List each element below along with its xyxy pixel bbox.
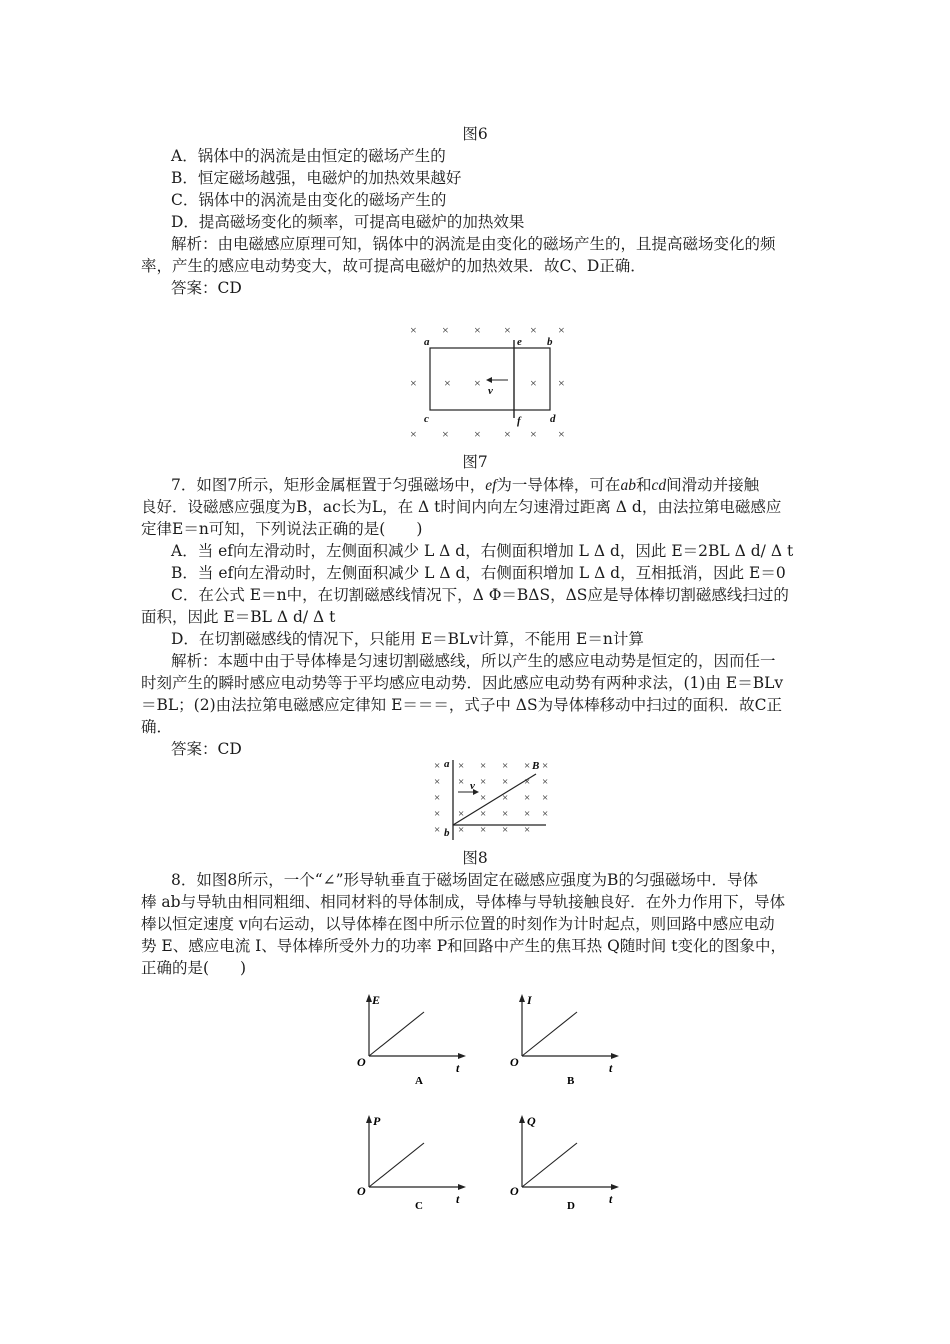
svg-text:×: × [458,808,465,820]
fig7-label-d: d [550,413,556,425]
svg-text:×: × [434,808,441,820]
svg-text:×: × [480,776,487,788]
q7-analysis-line1: 解析：本题中由于导体棒是匀速切割磁感线，所以产生的感应电动势是恒定的，因而任一 [171,652,776,670]
fig7-label-a: a [424,336,430,348]
graph-c [352,1105,482,1215]
svg-text:×: × [502,776,509,788]
q8-stem-line1: 8．如图8所示，一个“∠”形导轨垂直于磁场固定在磁感应强度为B的匀强磁场中．导体 [171,871,758,889]
fig7-label-f: f [517,415,521,427]
fig6-analysis-line2: 率，产生的感应电动势变大，故可提高电磁炉的加热效果．故C、D正确． [141,257,646,275]
graph-c-line [369,1143,424,1187]
fig7-label-c: c [424,413,429,425]
svg-text:×: × [524,776,531,788]
graph-d [505,1105,635,1215]
field-cross: × [474,376,481,390]
field-cross: × [558,376,565,390]
field-cross: × [410,323,417,337]
svg-text:×: × [458,760,465,772]
graph-b-line [522,1012,577,1056]
graph-d-ylabel: Q [527,1114,536,1128]
figure-7 [400,318,580,448]
field-cross: × [410,427,417,441]
svg-text:×: × [434,760,441,772]
field-cross: × [444,376,451,390]
svg-text:×: × [502,760,509,772]
q8-stem-line5: 正确的是( ) [141,959,247,977]
fig6-option-d: D．提高磁场变化的频率，可提高电磁炉的加热效果 [171,213,525,231]
field-cross: × [442,323,449,337]
fig7-label-e: e [517,336,522,348]
graph-c-xlabel: t [456,1192,460,1206]
svg-text:×: × [524,760,531,772]
fig6-answer: 答案：CD [171,279,242,297]
fig7-label-v: v [488,385,493,397]
q7-stem-line1: 7．如图7所示，矩形金属框置于匀强磁场中，ef为一导体棒，可在ab和cd间滑动并接触 [171,476,760,494]
fig6-caption: 图6 [462,125,488,143]
svg-text:×: × [542,792,549,804]
svg-text:×: × [458,776,465,788]
svg-text:×: × [542,776,549,788]
svg-text:×: × [434,776,441,788]
q7-option-b: B．当 ef向左滑动时，左侧面积减少 L Δ d，右侧面积增加 L Δ d，互相抵消，因此 E＝0 [171,564,786,582]
figure-8 [428,758,558,840]
q7-option-c-line2: 面积，因此 E＝BL Δ d/ Δ t [141,608,336,626]
svg-text:×: × [502,808,509,820]
svg-text:×: × [542,760,549,772]
field-cross: × [410,376,417,390]
svg-text:×: × [524,824,531,836]
svg-text:×: × [480,760,487,772]
graph-a-line [369,1012,424,1056]
graph-b-origin: O [510,1055,519,1069]
q8-stem-line2: 棒 ab与导轨由相同粗细、相同材料的导体制成，导体棒与导轨接触良好．在外力作用下，导体 [141,893,786,911]
fig8-label-v: v [470,780,475,792]
field-cross: × [558,323,565,337]
field-cross: × [530,323,537,337]
svg-text:×: × [524,792,531,804]
q7-analysis-line4: 确． [141,718,173,736]
svg-text:×: × [524,808,531,820]
q7-option-c-line1: C．在公式 E＝n中，在切割磁感线情况下，Δ Φ＝BΔS，ΔS应是导体棒切割磁感线扫过的 [171,586,789,604]
svg-text:×: × [480,792,487,804]
fig6-option-c: C．锅体中的涡流是由变化的磁场产生的 [171,191,447,209]
q8-stem-line3: 棒以恒定速度 v向右运动，以导体棒在图中所示位置的时刻作为计时起点，则回路中感应电动 [141,915,775,933]
graph-b-xlabel: t [609,1061,613,1075]
svg-text:×: × [502,824,509,836]
svg-text:×: × [458,824,465,836]
graph-b [505,990,635,1086]
fig8-caption: 图8 [462,849,488,867]
field-cross: × [442,427,449,441]
q7-answer: 答案：CD [171,740,242,758]
fig6-option-a: A．锅体中的涡流是由恒定的磁场产生的 [171,147,446,165]
graph-c-origin: O [357,1184,366,1198]
graph-c-option: C [415,1200,423,1212]
graph-b-option: B [567,1075,575,1086]
graph-a-option: A [415,1075,423,1086]
svg-text:×: × [502,792,509,804]
q7-option-d: D．在切割磁感线的情况下，只能用 E＝BLv计算，不能用 E＝n计算 [171,630,644,648]
graph-d-option: D [567,1200,575,1212]
q7-stem-line2: 良好．设磁感应强度为B，ac长为L，在 Δ t时间内向左匀速滑过距离 Δ d，由法拉第电磁感应 [141,498,782,516]
q7-analysis-line2: 时刻产生的瞬时感应电动势等于平均感应电动势．因此感应电动势有两种求法，(1)由 E＝BLv [141,674,784,692]
q7-analysis-line3: ＝BL；(2)由法拉第电磁感应定律知 E＝＝＝，式子中 ΔS为导体棒移动中扫过的面积．故C正 [141,696,782,714]
fig8-label-a: a [444,758,450,770]
svg-text:×: × [434,824,441,836]
svg-text:×: × [480,808,487,820]
field-cross: × [530,376,537,390]
graph-b-ylabel: I [527,993,532,1007]
graph-a-origin: O [357,1055,366,1069]
graph-d-origin: O [510,1184,519,1198]
fig7-crosses [410,323,565,441]
graph-d-xlabel: t [609,1192,613,1206]
fig6-option-b: B．恒定磁场越强，电磁炉的加热效果越好 [171,169,462,187]
fig7-label-b: b [547,336,553,348]
field-cross: × [474,323,481,337]
field-cross: × [504,323,511,337]
graph-d-line [522,1143,577,1187]
svg-text:×: × [480,824,487,836]
q7-stem-line3: 定律E＝n可知，下列说法正确的是( ) [141,520,423,538]
fig8-label-b: b [444,827,450,839]
graph-a-ylabel: E [372,993,381,1007]
fig6-analysis-line1: 解析：由电磁感应原理可知，锅体中的涡流是由变化的磁场产生的，且提高磁场变化的频 [171,235,776,253]
svg-text:×: × [434,792,441,804]
svg-text:×: × [542,808,549,820]
q8-stem-line4: 势 E、感应电流 I、导体棒所受外力的功率 P和回路中产生的焦耳热 Q随时间 t变化的图象中， [141,937,786,955]
graph-c-ylabel: P [373,1114,381,1128]
q7-option-a: A．当 ef向左滑动时，左侧面积减少 L Δ d，右侧面积增加 L Δ d，因此 E＝2BL Δ d/ Δ t [171,542,794,560]
fig8-label-B: B [532,760,540,772]
graph-a [352,990,482,1086]
fig7-arrowhead [486,377,492,383]
field-cross: × [504,427,511,441]
field-cross: × [558,427,565,441]
fig7-caption: 图7 [462,453,488,471]
field-cross: × [530,427,537,441]
field-cross: × [474,427,481,441]
graph-a-xlabel: t [456,1061,460,1075]
